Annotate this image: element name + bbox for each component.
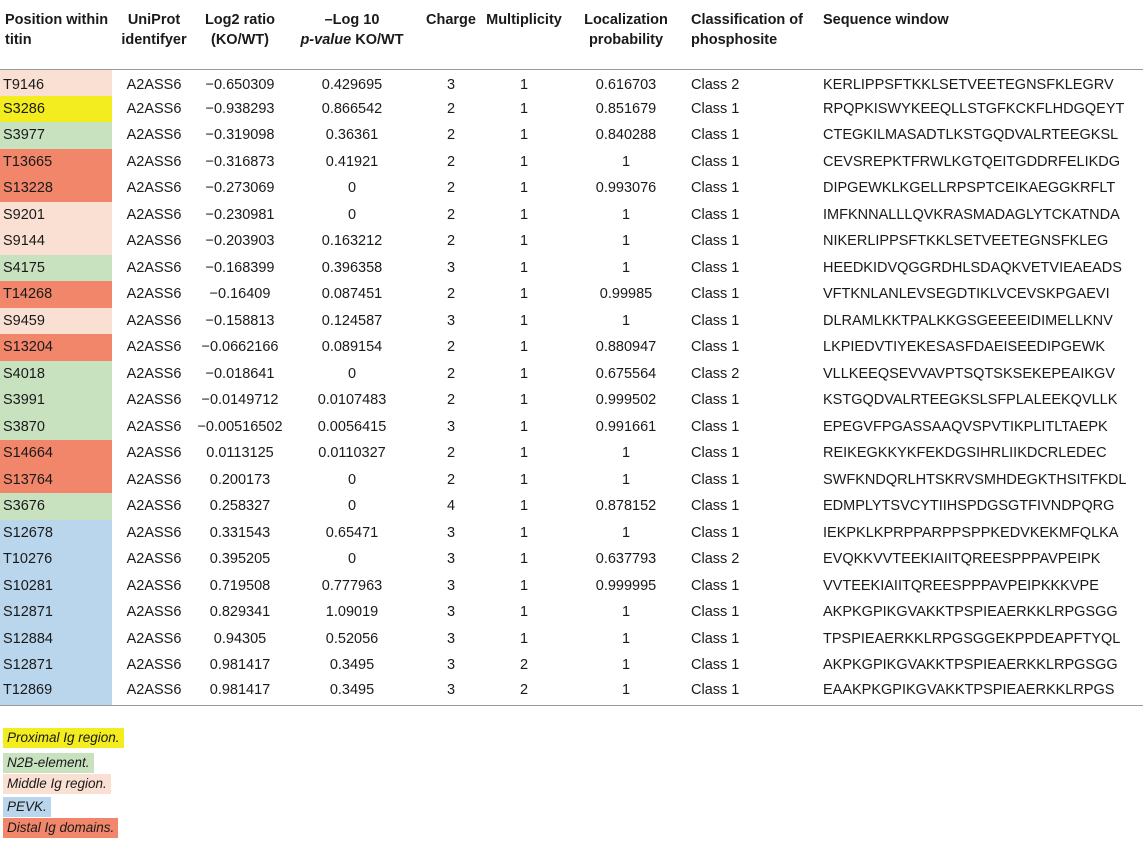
cell-multiplicity: 1 (519, 259, 529, 276)
header-sequence: Sequence window (818, 3, 1143, 69)
cell-sequence: VLLKEEQSEVVAVPTSQTSKSEKEPEAIKGV (823, 365, 1115, 382)
cell-classification: Class 1 (691, 418, 740, 435)
cell-uniprot: A2ASS6 (126, 445, 182, 462)
cell-uniprot: A2ASS6 (126, 153, 182, 170)
cell-localization: 0.999502 (595, 392, 657, 409)
cell-position: S4018 (0, 361, 112, 388)
cell-sequence: IMFKNNALLLQVKRASMADAGLYTCKATNDA (823, 206, 1120, 223)
cell-localization: 1 (621, 312, 631, 329)
cell-multiplicity: 1 (519, 471, 529, 488)
table-row (0, 228, 1143, 255)
table-row (0, 255, 1143, 282)
cell-sequence: KSTGQDVALRTEEGKSLSFPLALEEKQVLLK (823, 392, 1118, 409)
cell-position: T9146 (0, 69, 112, 96)
cell-log2-ratio: 0.200173 (209, 471, 271, 488)
cell-sequence: DIPGEWKLKGELLRPSPTCEIKAEGGKRFLT (823, 180, 1116, 197)
cell-position: T10276 (0, 546, 112, 573)
cell-multiplicity: 1 (519, 365, 529, 382)
cell-uniprot: A2ASS6 (126, 365, 182, 382)
cell-log2-ratio: −0.203903 (205, 233, 275, 250)
cell-log10-pvalue: 0.52056 (325, 630, 379, 647)
cell-log2-ratio: 0.94305 (213, 630, 267, 647)
cell-localization: 1 (621, 153, 631, 170)
cell-log2-ratio: −0.650309 (205, 76, 275, 93)
legend-item-middle-ig: Middle Ig region. (3, 774, 111, 794)
phosphosite-table-container (0, 3, 1143, 706)
cell-classification: Class 2 (691, 551, 740, 568)
cell-localization: 1 (621, 445, 631, 462)
cell-position: S3286 (0, 96, 112, 123)
cell-sequence: TPSPIEAERKKLRPGSGGEKPPDEAPFTYQL (823, 630, 1121, 647)
cell-position: S14664 (0, 440, 112, 467)
cell-uniprot: A2ASS6 (126, 392, 182, 409)
legend-item-pevk: PEVK. (3, 797, 51, 817)
cell-position: S12884 (0, 626, 112, 653)
cell-charge: 4 (446, 498, 456, 515)
cell-uniprot: A2ASS6 (126, 471, 182, 488)
cell-classification: Class 1 (691, 206, 740, 223)
header-log10-line1: –Log 10 (324, 12, 380, 28)
cell-log2-ratio: −0.316873 (205, 153, 275, 170)
table-row (0, 467, 1143, 494)
cell-sequence: AKPKGPIKGVAKKTPSPIEAERKKLRPGSGG (823, 657, 1118, 674)
cell-localization: 1 (621, 524, 631, 541)
header-log10-pvalue-italic: p-value (300, 32, 352, 48)
header-localization: Localization probability (566, 3, 686, 69)
cell-position: S9144 (0, 228, 112, 255)
header-uniprot: UniProt identifyer (112, 3, 196, 69)
cell-sequence: DLRAMLKKTPALKKGSGEEEEIDIMELLKNV (823, 312, 1113, 329)
cell-charge: 3 (446, 524, 456, 541)
cell-multiplicity: 1 (519, 577, 529, 594)
cell-log10-pvalue: 0.429695 (321, 76, 383, 93)
cell-classification: Class 1 (691, 286, 740, 303)
cell-log2-ratio: 0.981417 (209, 681, 271, 698)
cell-multiplicity: 1 (519, 445, 529, 462)
cell-classification: Class 1 (691, 657, 740, 674)
cell-position: S13764 (0, 467, 112, 494)
header-log10-line2-rest: KO/WT (351, 32, 404, 48)
cell-localization: 1 (621, 206, 631, 223)
header-charge: Charge (420, 3, 482, 69)
cell-sequence: IEKPKLKPRPPARPPSPPKEDVKEKMFQLKA (823, 524, 1119, 541)
cell-classification: Class 1 (691, 392, 740, 409)
cell-log2-ratio: 0.829341 (209, 604, 271, 621)
cell-multiplicity: 1 (519, 100, 529, 117)
cell-classification: Class 1 (691, 153, 740, 170)
cell-classification: Class 1 (691, 445, 740, 462)
cell-position: S10281 (0, 573, 112, 600)
cell-log10-pvalue: 0 (347, 471, 357, 488)
table-row (0, 387, 1143, 414)
cell-multiplicity: 1 (519, 524, 529, 541)
table-row (0, 679, 1143, 706)
cell-charge: 3 (446, 76, 456, 93)
cell-uniprot: A2ASS6 (126, 577, 182, 594)
cell-position: T14268 (0, 281, 112, 308)
cell-log2-ratio: −0.0149712 (201, 392, 279, 409)
cell-localization: 0.878152 (595, 498, 657, 515)
cell-localization: 1 (621, 630, 631, 647)
cell-charge: 2 (446, 392, 456, 409)
table-row (0, 281, 1143, 308)
table-row (0, 175, 1143, 202)
cell-log10-pvalue: 0 (347, 551, 357, 568)
cell-sequence: VVTEEKIAIITQREESPPPAVPEIPKKKVPE (823, 577, 1099, 594)
cell-localization: 0.840288 (595, 127, 657, 144)
cell-uniprot: A2ASS6 (126, 524, 182, 541)
cell-uniprot: A2ASS6 (126, 259, 182, 276)
cell-position: S3870 (0, 414, 112, 441)
cell-log10-pvalue: 0.0056415 (317, 418, 387, 435)
cell-classification: Class 1 (691, 524, 740, 541)
cell-log10-pvalue: 0.163212 (321, 233, 383, 250)
cell-charge: 3 (446, 681, 456, 698)
cell-charge: 3 (446, 312, 456, 329)
cell-log10-pvalue: 0 (347, 365, 357, 382)
table-bottom-rule (0, 705, 1143, 706)
cell-log2-ratio: 0.258327 (209, 498, 271, 515)
cell-sequence: HEEDKIDVQGGRDHLSDAQKVETVIEAEADS (823, 259, 1122, 276)
cell-multiplicity: 1 (519, 312, 529, 329)
table-row (0, 573, 1143, 600)
table-row (0, 308, 1143, 335)
header-log10-pvalue (284, 3, 420, 69)
table-row (0, 599, 1143, 626)
cell-log2-ratio: 0.981417 (209, 657, 271, 674)
header-row (0, 3, 1143, 69)
cell-classification: Class 1 (691, 233, 740, 250)
cell-charge: 2 (446, 286, 456, 303)
cell-log2-ratio: −0.0662166 (201, 339, 279, 356)
cell-sequence: AKPKGPIKGVAKKTPSPIEAERKKLRPGSGG (823, 604, 1118, 621)
cell-position: T13665 (0, 149, 112, 176)
cell-position: S12678 (0, 520, 112, 547)
cell-uniprot: A2ASS6 (126, 630, 182, 647)
cell-multiplicity: 1 (519, 206, 529, 223)
cell-charge: 2 (446, 180, 456, 197)
cell-classification: Class 1 (691, 339, 740, 356)
cell-log10-pvalue: 0.0107483 (317, 392, 387, 409)
cell-position: S12871 (0, 599, 112, 626)
table-row (0, 440, 1143, 467)
table-row (0, 414, 1143, 441)
cell-multiplicity: 1 (519, 180, 529, 197)
cell-localization: 0.637793 (595, 551, 657, 568)
cell-log10-pvalue: 0.0110327 (318, 445, 386, 462)
cell-sequence: LKPIEDVTIYEKESASFDAEISEEDIPGEWK (823, 339, 1106, 356)
cell-sequence: CEVSREPKTFRWLKGTQEITGDDRFELIKDG (823, 153, 1121, 170)
cell-sequence: EAAKPKGPIKGVAKKTPSPIEAERKKLRPGS (823, 681, 1115, 698)
cell-charge: 3 (446, 577, 456, 594)
cell-log10-pvalue: 0 (347, 206, 357, 223)
cell-log10-pvalue: 0.3495 (329, 681, 375, 698)
cell-classification: Class 1 (691, 471, 740, 488)
cell-multiplicity: 1 (519, 630, 529, 647)
header-log2-ratio: Log2 ratio (KO/WT) (196, 3, 284, 69)
cell-log10-pvalue: 0 (347, 180, 357, 197)
cell-localization: 1 (621, 657, 631, 674)
cell-sequence: VFTKNLANLEVSEGDTIKLVCEVSKPGAEVI (823, 286, 1110, 303)
cell-log10-pvalue: 0.866542 (321, 100, 383, 117)
cell-position: S3977 (0, 122, 112, 149)
cell-classification: Class 1 (691, 180, 740, 197)
legend-item-proximal-ig: Proximal Ig region. (3, 728, 124, 748)
table-row (0, 149, 1143, 176)
cell-charge: 3 (446, 657, 456, 674)
cell-log2-ratio: 0.719508 (209, 577, 271, 594)
cell-charge: 2 (446, 471, 456, 488)
table-row (0, 546, 1143, 573)
cell-position: S13228 (0, 175, 112, 202)
table-row (0, 626, 1143, 653)
cell-log2-ratio: 0.395205 (209, 551, 271, 568)
cell-localization: 1 (621, 604, 631, 621)
cell-log10-pvalue: 0.36361 (325, 127, 379, 144)
cell-uniprot: A2ASS6 (126, 339, 182, 356)
cell-log2-ratio: 0.0113125 (206, 445, 274, 462)
cell-log2-ratio: −0.158813 (205, 312, 275, 329)
cell-classification: Class 1 (691, 577, 740, 594)
table-header (0, 3, 1143, 69)
cell-localization: 0.991661 (595, 418, 657, 435)
cell-charge: 2 (446, 365, 456, 382)
cell-classification: Class 1 (691, 312, 740, 329)
cell-uniprot: A2ASS6 (126, 312, 182, 329)
cell-localization: 1 (621, 259, 631, 276)
header-multiplicity: Multiplicity (482, 3, 566, 69)
cell-sequence: EDMPLYTSVCYTIIHSPDGSGTFIVNDPQRG (823, 498, 1115, 515)
cell-uniprot: A2ASS6 (126, 76, 182, 93)
cell-multiplicity: 2 (519, 681, 529, 698)
cell-log10-pvalue: 0.777963 (321, 577, 383, 594)
cell-charge: 2 (446, 127, 456, 144)
cell-uniprot: A2ASS6 (126, 127, 182, 144)
cell-multiplicity: 1 (519, 551, 529, 568)
cell-uniprot: A2ASS6 (126, 100, 182, 117)
cell-charge: 2 (446, 233, 456, 250)
table-body (0, 69, 1143, 705)
table-row (0, 96, 1143, 123)
cell-uniprot: A2ASS6 (126, 604, 182, 621)
cell-classification: Class 2 (691, 365, 740, 382)
cell-localization: 0.999995 (595, 577, 657, 594)
cell-log2-ratio: −0.16409 (209, 286, 271, 303)
cell-charge: 3 (446, 604, 456, 621)
cell-log10-pvalue: 0.41921 (325, 153, 379, 170)
cell-position: S3676 (0, 493, 112, 520)
cell-multiplicity: 1 (519, 418, 529, 435)
cell-uniprot: A2ASS6 (126, 206, 182, 223)
cell-multiplicity: 1 (519, 76, 529, 93)
cell-uniprot: A2ASS6 (126, 418, 182, 435)
cell-log10-pvalue: 0.65471 (325, 524, 379, 541)
cell-localization: 1 (621, 471, 631, 488)
cell-uniprot: A2ASS6 (126, 657, 182, 674)
cell-sequence: EPEGVFPGASSAAQVSPVTIKPLITLTAEPK (823, 418, 1108, 435)
cell-position: S4175 (0, 255, 112, 282)
cell-localization: 0.880947 (595, 339, 657, 356)
cell-position: T12869 (0, 679, 112, 706)
cell-multiplicity: 2 (519, 657, 529, 674)
table-row (0, 202, 1143, 229)
cell-multiplicity: 1 (519, 498, 529, 515)
cell-localization: 0.851679 (595, 100, 657, 117)
cell-classification: Class 1 (691, 681, 740, 698)
cell-log2-ratio: −0.938293 (205, 100, 275, 117)
cell-log10-pvalue: 1.09019 (325, 604, 379, 621)
cell-classification: Class 1 (691, 498, 740, 515)
header-position: Position within titin (0, 3, 112, 69)
table-row (0, 122, 1143, 149)
table-row (0, 493, 1143, 520)
cell-log2-ratio: 0.331543 (209, 524, 271, 541)
cell-position: S13204 (0, 334, 112, 361)
cell-charge: 3 (446, 551, 456, 568)
cell-localization: 0.675564 (595, 365, 657, 382)
cell-multiplicity: 1 (519, 127, 529, 144)
cell-position: S3991 (0, 387, 112, 414)
cell-sequence: EVQKKVVTEEKIAIITQREESPPPAVPEIPK (823, 551, 1101, 568)
cell-multiplicity: 1 (519, 286, 529, 303)
cell-uniprot: A2ASS6 (126, 233, 182, 250)
table-row (0, 69, 1143, 96)
cell-log10-pvalue: 0.396358 (321, 259, 383, 276)
legend-item-n2b: N2B-element. (3, 753, 94, 773)
cell-position: S9459 (0, 308, 112, 335)
cell-multiplicity: 1 (519, 153, 529, 170)
cell-localization: 1 (621, 233, 631, 250)
cell-log2-ratio: −0.00516502 (197, 418, 283, 435)
cell-position: S12871 (0, 652, 112, 679)
cell-charge: 3 (446, 259, 456, 276)
cell-sequence: REIKEGKKYKFEKDGSIHRLIIKDCRLEDEC (823, 445, 1107, 462)
header-classification: Classification of phosphosite (686, 3, 818, 69)
cell-sequence: RPQPKISWYKEEQLLSTGFKCKFLHDGQEYT (823, 100, 1125, 117)
cell-log2-ratio: −0.230981 (205, 206, 275, 223)
table-row (0, 652, 1143, 679)
cell-charge: 2 (446, 206, 456, 223)
cell-log10-pvalue: 0.124587 (321, 312, 383, 329)
cell-charge: 2 (446, 100, 456, 117)
table-row (0, 361, 1143, 388)
cell-classification: Class 1 (691, 100, 740, 117)
legend-item-distal-ig: Distal Ig domains. (3, 818, 118, 838)
table-row (0, 334, 1143, 361)
cell-log2-ratio: −0.168399 (205, 259, 275, 276)
cell-multiplicity: 1 (519, 339, 529, 356)
cell-sequence: SWFKNDQRLHTSKRVSMHDEGKTHSITFKDL (823, 471, 1127, 488)
cell-multiplicity: 1 (519, 604, 529, 621)
cell-uniprot: A2ASS6 (126, 681, 182, 698)
cell-multiplicity: 1 (519, 233, 529, 250)
cell-charge: 3 (446, 630, 456, 647)
cell-uniprot: A2ASS6 (126, 286, 182, 303)
cell-log10-pvalue: 0.087451 (321, 286, 383, 303)
cell-charge: 3 (446, 418, 456, 435)
cell-classification: Class 2 (691, 76, 740, 93)
cell-classification: Class 1 (691, 604, 740, 621)
cell-position: S9201 (0, 202, 112, 229)
cell-classification: Class 1 (691, 630, 740, 647)
cell-log2-ratio: −0.273069 (205, 180, 275, 197)
cell-log2-ratio: −0.018641 (205, 365, 275, 382)
cell-classification: Class 1 (691, 127, 740, 144)
cell-log10-pvalue: 0 (347, 498, 357, 515)
cell-uniprot: A2ASS6 (126, 180, 182, 197)
cell-sequence: NIKERLIPPSFTKKLSETVEETEGNSFKLEG (823, 233, 1109, 250)
cell-charge: 2 (446, 153, 456, 170)
cell-uniprot: A2ASS6 (126, 498, 182, 515)
cell-sequence: CTEGKILMASADTLKSTGQDVALRTEEGKSL (823, 127, 1119, 144)
cell-localization: 1 (621, 681, 631, 698)
cell-uniprot: A2ASS6 (126, 551, 182, 568)
cell-localization: 0.99985 (599, 286, 653, 303)
cell-localization: 0.993076 (595, 180, 657, 197)
cell-charge: 2 (446, 339, 456, 356)
cell-classification: Class 1 (691, 259, 740, 276)
table-row (0, 520, 1143, 547)
cell-charge: 2 (446, 445, 456, 462)
cell-sequence: KERLIPPSFTKKLSETVEETEGNSFKLEGRV (823, 76, 1114, 93)
cell-log10-pvalue: 0.089154 (321, 339, 383, 356)
cell-localization: 0.616703 (595, 76, 657, 93)
cell-log2-ratio: −0.319098 (205, 127, 275, 144)
cell-log10-pvalue: 0.3495 (329, 657, 375, 674)
phosphosite-table (0, 3, 1143, 705)
cell-multiplicity: 1 (519, 392, 529, 409)
